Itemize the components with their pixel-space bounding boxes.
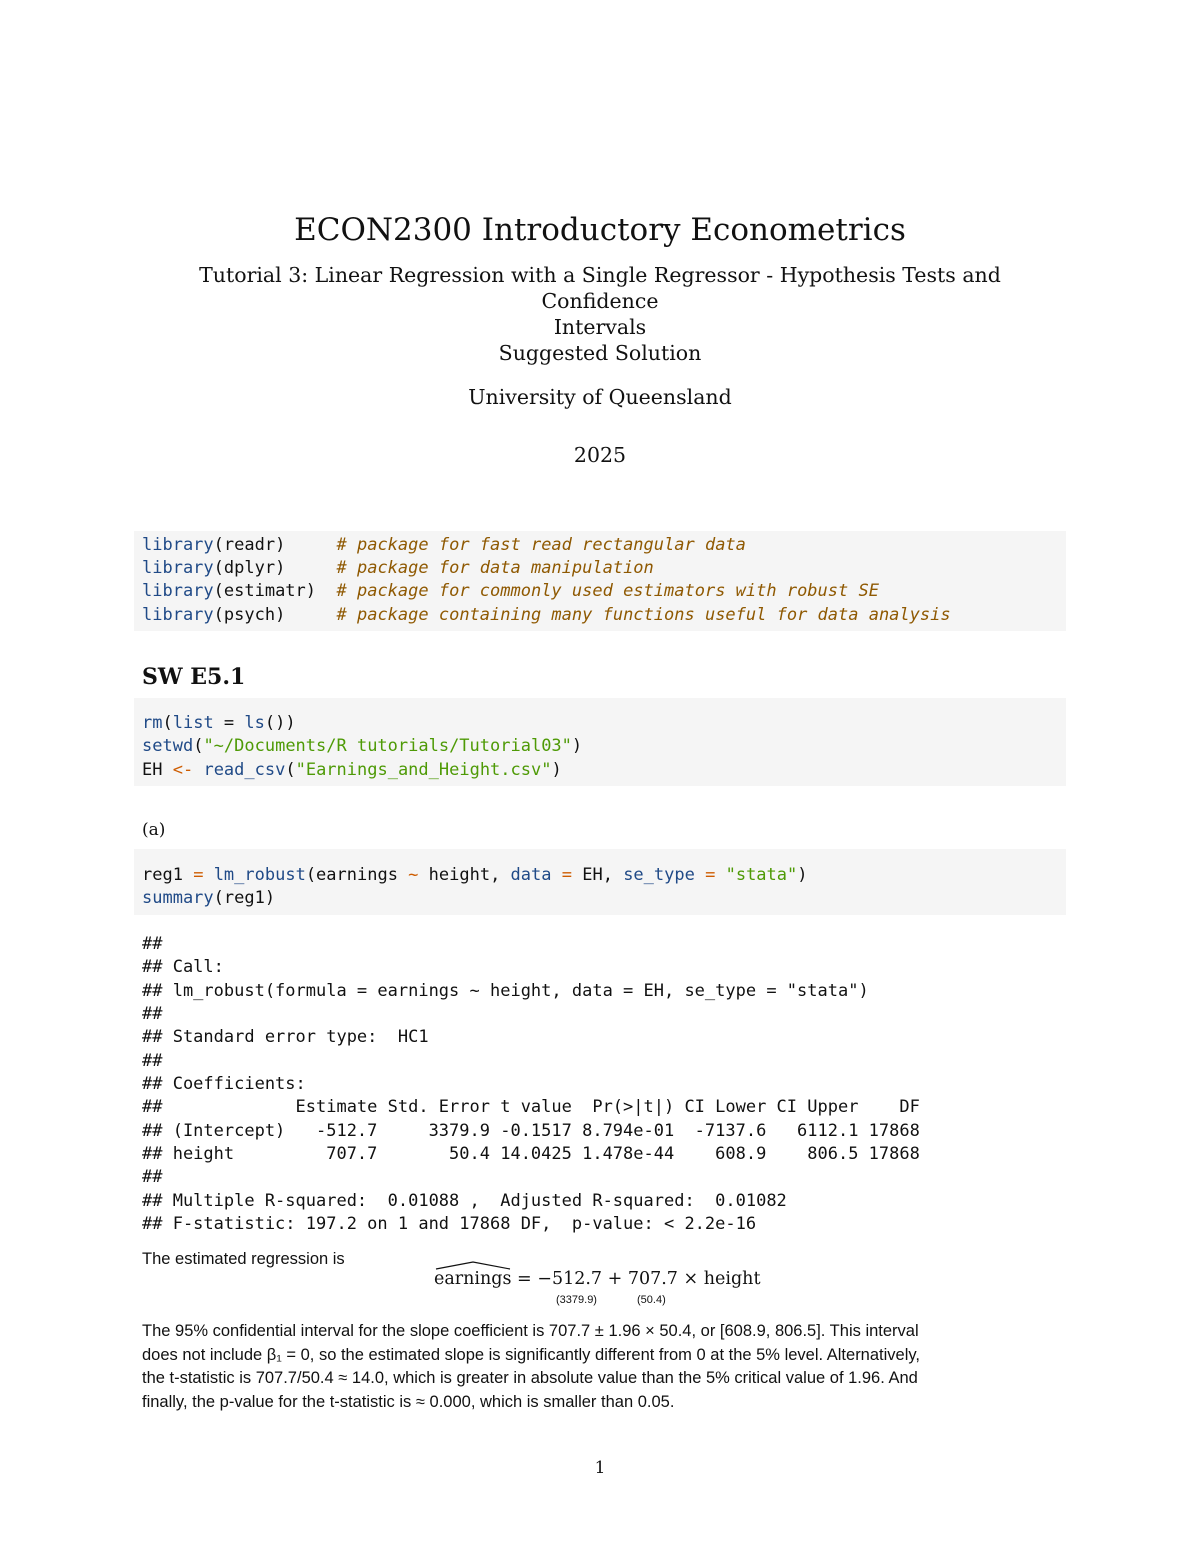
year: 2025 <box>573 443 627 467</box>
output-line: ## Standard error type: HC1 <box>142 1027 429 1047</box>
subtitle-line-1: Tutorial 3: Linear Regression with a Single Regressor - Hypothesis Tests and Confidence <box>199 263 1001 313</box>
document-subtitle <box>140 262 1060 366</box>
code-line: library(psych) # package containing many functions useful for data analysis <box>142 605 951 625</box>
code-line: library(estimatr) # package for commonly used estimators with robust SE <box>142 581 879 601</box>
output-line: ## <box>142 1051 163 1071</box>
section-heading: SW E5.1 <box>142 664 246 690</box>
conclusion-line: does not include β₁ = 0, so the estimated slope is significantly different from 0 at the 5% level. Alternatively, <box>142 1345 920 1364</box>
output-line: ## <box>142 934 163 954</box>
lhs-earnings-hat: earnings <box>434 1269 511 1289</box>
output-line: ## height 707.7 50.4 14.0425 1.478e-44 608.9 806.5 17868 <box>142 1144 920 1164</box>
output-line: ## F-statistic: 197.2 on 1 and 17868 DF, p-value: < 2.2e-16 <box>142 1214 757 1234</box>
slope-std-error: (50.4) <box>637 1294 666 1306</box>
conclusion-line: The 95% confidential interval for the slope coefficient is 707.7 ± 1.96 × 50.4, or [608.9, 806.5]. This interval <box>142 1322 919 1340</box>
output-line: ## lm_robust(formula = earnings ~ height, data = EH, se_type = "stata") <box>142 981 869 1001</box>
code-line: EH <- read_csv("Earnings_and_Height.csv") <box>142 760 562 780</box>
slope-value: 707.7 <box>627 1269 678 1289</box>
hat-icon <box>434 1260 512 1270</box>
code-line: summary(reg1) <box>142 888 276 908</box>
output-line: ## <box>142 1167 163 1187</box>
code-line: library(readr) # package for fast read rectangular data <box>142 535 746 555</box>
output-line: ## Call: <box>142 957 224 977</box>
regression-intro: The estimated regression is <box>142 1250 345 1268</box>
subtitle-line-2: Intervals <box>553 315 647 339</box>
intercept-value: 512.7 <box>551 1269 603 1289</box>
code-line: setwd("~/Documents/R tutorials/Tutorial03") <box>142 736 583 756</box>
conclusion-line: finally, the p-value for the t-statistic is ≈ 0.000, which is smaller than 0.05. <box>142 1392 675 1411</box>
output-line: ## Coefficients: <box>142 1074 306 1094</box>
affiliation: University of Queensland <box>468 385 732 409</box>
output-line: ## Multiple R-squared: 0.01088 , Adjusted R-squared: 0.01082 <box>142 1191 787 1211</box>
output-line: ## (Intercept) -512.7 3379.9 -0.1517 8.794e-01 -7137.6 6112.1 17868 <box>142 1121 920 1141</box>
part-label: (a) <box>142 820 166 840</box>
code-line: rm(list = ls()) <box>142 713 296 733</box>
regression-equation: earnings = −512.7 + 707.7 × height <box>434 1269 760 1289</box>
code-line: reg1 = lm_robust(earnings ~ height, data = EH, se_type = "stata") <box>142 865 808 885</box>
code-line: library(dplyr) # package for data manipulation <box>142 558 654 578</box>
intercept-std-error: (3379.9) <box>556 1294 597 1306</box>
page-number: 1 <box>594 1458 606 1478</box>
subtitle-line-3: Suggested Solution <box>498 341 702 365</box>
output-line: ## <box>142 1004 163 1024</box>
output-line: ## Estimate Std. Error t value Pr(>|t|) CI Lower CI Upper DF <box>142 1097 920 1117</box>
conclusion-paragraph <box>142 1320 1060 1414</box>
conclusion-line: the t-statistic is 707.7/50.4 ≈ 14.0, which is greater in absolute value than the 5% critical value of 1.96. And <box>142 1369 918 1387</box>
document-title: ECON2300 Introductory Econometrics <box>294 212 906 248</box>
